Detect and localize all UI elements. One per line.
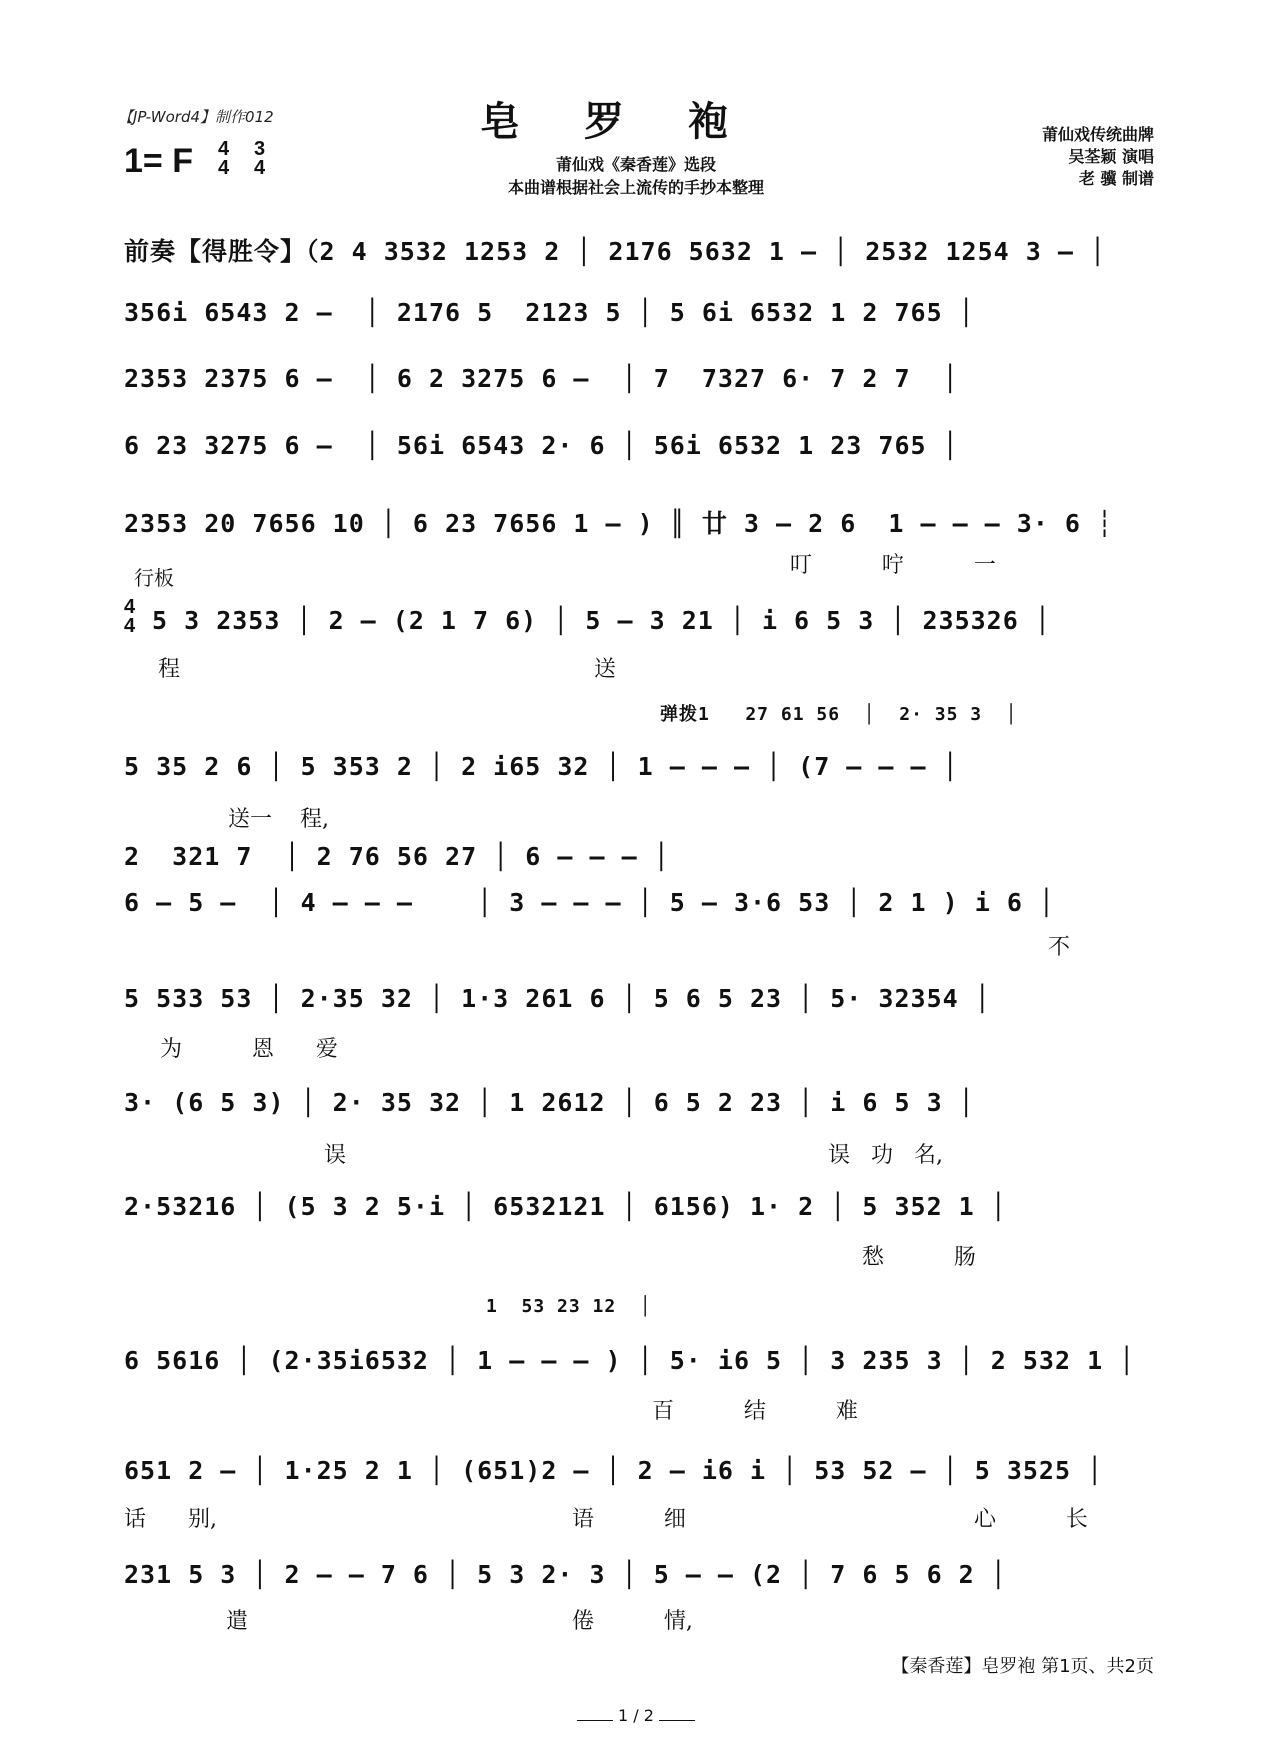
time-signature-4-4 — [218, 140, 229, 178]
score-line-5: 2353 20 7656 10 │ 6 23 7656 1 – ) ║ 廿 3 – 2 6 1 – – – 3· 6 ┆ — [124, 509, 1114, 538]
score-line-12-upper: 1 53 23 12 │ — [486, 1296, 652, 1317]
lyric-13b: 语 细 — [572, 1507, 686, 1532]
score-line-14: 231 5 3 │ 2 – – 7 6 │ 5 3 2· 3 │ 5 – – (2 │ 7 6 5 6 2 │ — [124, 1560, 1007, 1589]
score-line-11: 2·53216 │ (5 3 2 5·i │ 6532121 │ 6156) 1· 2 │ 5 352 1 │ — [124, 1192, 1007, 1221]
ts-denominator: 4 — [124, 615, 136, 637]
score-line-3: 2353 2375 6 – │ 6 2 3275 6 – │ 7 7327 6· 7 2 7 │ — [124, 364, 959, 393]
subtitle-1: 莆仙戏《秦香莲》选段 — [555, 155, 716, 174]
lyric-6a: 程 — [158, 657, 181, 682]
lyric-10b: 误 功 名, — [828, 1143, 943, 1168]
lyric-13a: 话 别, — [124, 1507, 217, 1532]
lyric-13c: 心 长 — [974, 1507, 1088, 1532]
page-title: 皂罗袍 — [480, 98, 792, 145]
lyric-6b: 送 — [594, 657, 617, 682]
score-line-6: 5 3 2353 │ 2 – (2 1 7 6) │ 5 – 3 21 │ i 6 5 3 │ 235326 │ — [152, 606, 1051, 635]
score-line-7-upper: 弹拨1 27 61 56 │ 2· 35 3 │ — [660, 704, 1018, 725]
score-line-7: 5 35 2 6 │ 5 353 2 │ 2 i65 32 │ 1 – – – │ (7 – – – │ — [124, 752, 959, 781]
tempo-marking: 行板 — [134, 566, 174, 590]
maker-credit: 【JP-Word4】制作012 — [118, 108, 274, 126]
page-number-rule-right — [659, 1720, 695, 1721]
subtitle-2: 本曲谱根据社会上流传的手抄本整理 — [507, 178, 764, 197]
credit-singer: 吴荃颖 演唱 — [1068, 147, 1154, 166]
lyric-line-5: 叮 咛 一 — [790, 553, 996, 578]
page-number-rule-left — [577, 1720, 613, 1721]
page-number-text: 1 / 2 — [618, 1706, 654, 1725]
lyric-14a: 遣 — [226, 1609, 249, 1634]
time-signature-3-4 — [254, 140, 265, 178]
score-line-4: 6 23 3275 6 – │ 56i 6543 2· 6 │ 56i 6532 1 23 765 │ — [124, 431, 959, 460]
lyric-line-8: 不 — [1048, 935, 1071, 960]
key-signature: 1= F — [124, 142, 193, 180]
ts-numerator: 3 — [254, 138, 266, 160]
page-number — [0, 1706, 1272, 1725]
ts-denominator: 4 — [254, 157, 266, 179]
score-line-9: 5 533 53 │ 2·35 32 │ 1·3 261 6 │ 5 6 5 23 │ 5· 32354 │ — [124, 984, 991, 1013]
time-signature-4-4-b — [124, 598, 135, 636]
credit-source: 莆仙戏传统曲牌 — [1041, 125, 1154, 144]
ts-numerator: 4 — [218, 138, 230, 160]
score-line-8-upper: 2 321 7 │ 2 76 56 27 │ 6 – – – │ — [124, 842, 670, 871]
lyric-line-7: 送一 程, — [228, 807, 329, 832]
ts-numerator: 4 — [124, 596, 136, 618]
lyric-14b: 倦 情, — [572, 1609, 693, 1634]
lyric-line-12: 百 结 难 — [652, 1399, 858, 1424]
lyric-line-11: 愁 肠 — [862, 1245, 976, 1270]
lyric-10a: 误 — [324, 1143, 347, 1168]
score-line-8: 6 – 5 – │ 4 – – – │ 3 – – – │ 5 – 3·6 53 │ 2 1 ) i 6 │ — [124, 888, 1055, 917]
score-line-10: 3· (6 5 3) │ 2· 35 32 │ 1 2612 │ 6 5 2 23 │ i 6 5 3 │ — [124, 1088, 975, 1117]
score-line-2: 356i 6543 2 – │ 2176 5 2123 5 │ 5 6i 6532 1 2 765 │ — [124, 298, 975, 327]
lyric-line-9: 为 恩 爱 — [160, 1037, 338, 1062]
page-footer-label: 【秦香莲】皂罗袍 第1页、共2页 — [891, 1656, 1154, 1677]
score-line-12: 6 5616 │ (2·35i6532 │ 1 – – – ) │ 5· i6 5 │ 3 235 3 │ 2 532 1 │ — [124, 1346, 1136, 1375]
score-line-13: 651 2 – │ 1·25 2 1 │ (651)2 – │ 2 – i6 i │ 53 52 – │ 5 3525 │ — [124, 1456, 1104, 1485]
score-line-1: 前奏【得胜令】（2 4 3532 1253 2 │ 2176 5632 1 – │ 2532 1254 3 – │ — [124, 237, 1107, 266]
credit-transcriber: 老 骥 制谱 — [1078, 169, 1154, 188]
ts-denominator: 4 — [218, 157, 230, 179]
